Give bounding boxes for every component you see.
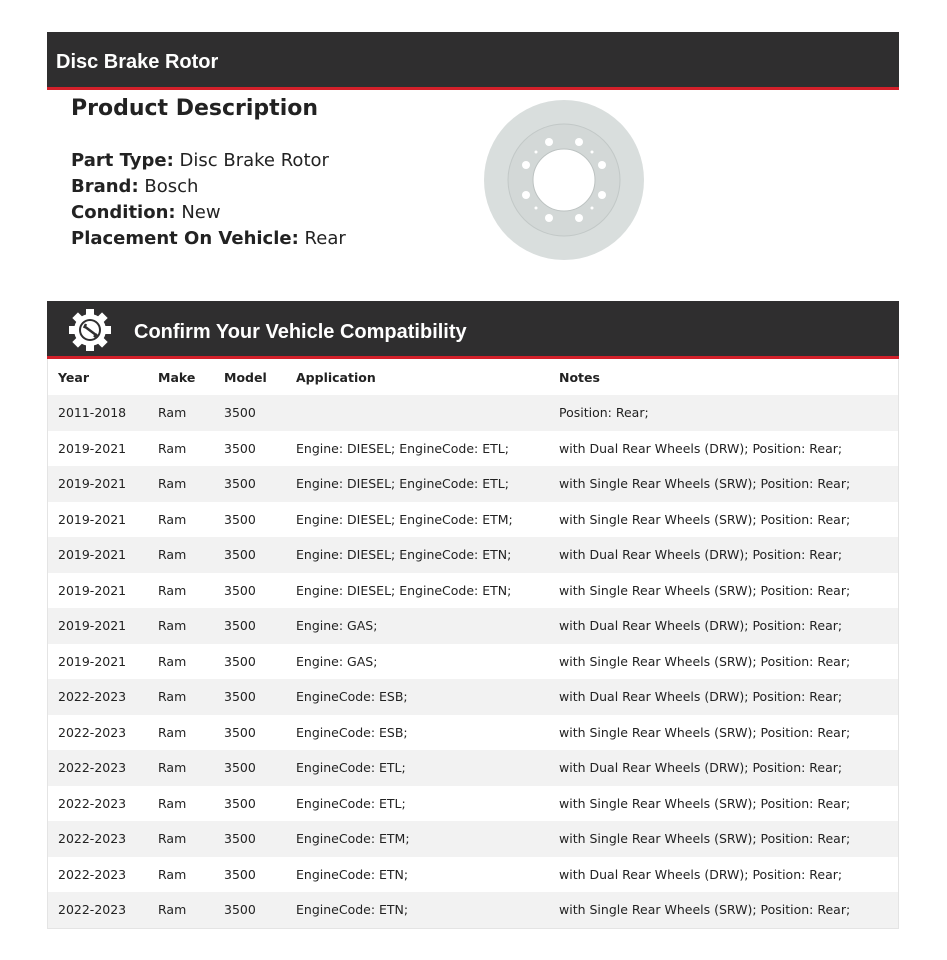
- cell-make: Ram: [158, 511, 187, 527]
- cell-model: 3500: [224, 831, 256, 846]
- cell-year: 2022-2023: [58, 795, 127, 811]
- cell-year: 2022-2023: [58, 724, 127, 740]
- cell-model: 3500: [224, 440, 256, 456]
- cell-make: Ram: [158, 689, 187, 704]
- cell-year: 2022-2023: [58, 760, 127, 775]
- cell-model: 3500: [224, 724, 256, 740]
- cell-year: 2019-2021: [58, 618, 127, 633]
- page-title: Disc Brake Rotor: [56, 51, 219, 73]
- product-description-heading: Product Description: [71, 96, 319, 121]
- cell-make: Ram: [158, 831, 187, 846]
- cell-application: EngineCode: ESB;: [296, 724, 408, 740]
- cell-application: EngineCode: ETM;: [296, 831, 410, 846]
- cell-notes: with Dual Rear Wheels (DRW); Position: Rear;: [559, 866, 843, 882]
- cell-notes: with Single Rear Wheels (SRW); Position: Rear;: [559, 902, 851, 917]
- cell-model: 3500: [224, 689, 256, 704]
- cell-model: 3500: [224, 476, 256, 491]
- compatibility-header: [47, 301, 899, 359]
- cell-make: Ram: [158, 653, 187, 669]
- cell-make: Ram: [158, 866, 187, 882]
- table-row: [48, 573, 898, 609]
- cell-model: 3500: [224, 902, 256, 917]
- cell-year: 2019-2021: [58, 582, 127, 598]
- column-header-make: Make: [158, 370, 196, 385]
- cell-application: EngineCode: ETN;: [296, 902, 409, 917]
- cell-application: Engine: DIESEL; EngineCode: ETN;: [296, 582, 512, 598]
- cell-notes: with Single Rear Wheels (SRW); Position: Rear;: [559, 795, 851, 811]
- spec-row: [71, 174, 346, 200]
- cell-application: Engine: DIESEL; EngineCode: ETN;: [296, 547, 512, 562]
- cell-application: EngineCode: ETL;: [296, 795, 406, 811]
- cell-year: 2022-2023: [58, 831, 127, 846]
- table-row: [48, 786, 898, 822]
- table-row: [48, 395, 898, 431]
- column-header-notes: Notes: [559, 370, 600, 385]
- column-header-application: Application: [296, 370, 376, 385]
- cell-year: 2019-2021: [58, 511, 127, 527]
- spec-row: [71, 226, 346, 252]
- table-row: [48, 821, 898, 857]
- cell-year: 2019-2021: [58, 476, 127, 491]
- spec-value: Bosch: [144, 176, 199, 197]
- cell-application: Engine: GAS;: [296, 653, 378, 669]
- cell-year: 2019-2021: [58, 440, 127, 456]
- table-header-row: [48, 359, 898, 395]
- cell-application: Engine: DIESEL; EngineCode: ETL;: [296, 476, 509, 491]
- cell-application: Engine: DIESEL; EngineCode: ETM;: [296, 511, 513, 527]
- cell-notes: with Single Rear Wheels (SRW); Position: Rear;: [559, 831, 851, 846]
- cell-notes: with Single Rear Wheels (SRW); Position: Rear;: [559, 582, 851, 598]
- cell-application: EngineCode: ETL;: [296, 760, 406, 775]
- cell-year: 2022-2023: [58, 689, 127, 704]
- cell-model: 3500: [224, 866, 256, 882]
- column-header-model: Model: [224, 370, 267, 385]
- cell-application: Engine: DIESEL; EngineCode: ETL;: [296, 440, 509, 456]
- cell-make: Ram: [158, 440, 187, 456]
- gear-wrench-icon: [69, 309, 111, 351]
- cell-year: 2019-2021: [58, 653, 127, 669]
- cell-make: Ram: [158, 795, 187, 811]
- table-row: [48, 537, 898, 573]
- cell-notes: with Single Rear Wheels (SRW); Position: Rear;: [559, 511, 851, 527]
- cell-application: Engine: GAS;: [296, 618, 378, 633]
- table-row: [48, 679, 898, 715]
- spec-value: New: [181, 202, 221, 223]
- spec-value: Rear: [304, 228, 346, 249]
- table-row: [48, 750, 898, 786]
- title-bar: [47, 32, 899, 90]
- cell-model: 3500: [224, 405, 256, 420]
- spec-label: Condition:: [71, 202, 176, 223]
- compatibility-title: Confirm Your Vehicle Compatibility: [134, 321, 467, 343]
- cell-make: Ram: [158, 760, 187, 775]
- cell-year: 2019-2021: [58, 547, 127, 562]
- cell-application: EngineCode: ESB;: [296, 689, 408, 704]
- cell-notes: with Dual Rear Wheels (DRW); Position: Rear;: [559, 689, 843, 704]
- cell-notes: with Single Rear Wheels (SRW); Position: Rear;: [559, 653, 851, 669]
- cell-make: Ram: [158, 582, 187, 598]
- cell-notes: with Single Rear Wheels (SRW); Position: Rear;: [559, 476, 851, 491]
- table-row: [48, 466, 898, 502]
- cell-notes: with Single Rear Wheels (SRW); Position: Rear;: [559, 724, 851, 740]
- table-row: [48, 715, 898, 751]
- cell-application: EngineCode: ETN;: [296, 866, 409, 882]
- column-header-year: Year: [58, 370, 89, 385]
- cell-notes: with Dual Rear Wheels (DRW); Position: Rear;: [559, 547, 843, 562]
- spec-row: [71, 200, 346, 226]
- cell-model: 3500: [224, 760, 256, 775]
- spec-label: Brand:: [71, 176, 139, 197]
- cell-model: 3500: [224, 547, 256, 562]
- cell-make: Ram: [158, 405, 187, 420]
- cell-notes: with Dual Rear Wheels (DRW); Position: Rear;: [559, 440, 843, 456]
- table-row: [48, 857, 898, 893]
- table-row: [48, 644, 898, 680]
- spec-row: [71, 148, 346, 174]
- cell-notes: with Dual Rear Wheels (DRW); Position: Rear;: [559, 618, 843, 633]
- table-row: [48, 608, 898, 644]
- spec-label: Part Type:: [71, 150, 174, 171]
- brake-rotor-image: [483, 99, 645, 261]
- cell-year: 2011-2018: [58, 405, 127, 420]
- cell-year: 2022-2023: [58, 866, 127, 882]
- product-specs: [71, 148, 346, 252]
- table-row: [48, 502, 898, 538]
- cell-notes: Position: Rear;: [559, 405, 649, 420]
- cell-model: 3500: [224, 582, 256, 598]
- cell-make: Ram: [158, 476, 187, 491]
- cell-notes: with Dual Rear Wheels (DRW); Position: Rear;: [559, 760, 843, 775]
- spec-value: Disc Brake Rotor: [179, 150, 329, 171]
- cell-make: Ram: [158, 902, 187, 917]
- cell-model: 3500: [224, 795, 256, 811]
- table-row: [48, 892, 898, 928]
- cell-model: 3500: [224, 511, 256, 527]
- compatibility-table: [47, 359, 899, 929]
- cell-model: 3500: [224, 618, 256, 633]
- cell-year: 2022-2023: [58, 902, 127, 917]
- cell-model: 3500: [224, 653, 256, 669]
- spec-label: Placement On Vehicle:: [71, 228, 299, 249]
- cell-make: Ram: [158, 547, 187, 562]
- cell-make: Ram: [158, 618, 187, 633]
- table-row: [48, 431, 898, 467]
- cell-make: Ram: [158, 724, 187, 740]
